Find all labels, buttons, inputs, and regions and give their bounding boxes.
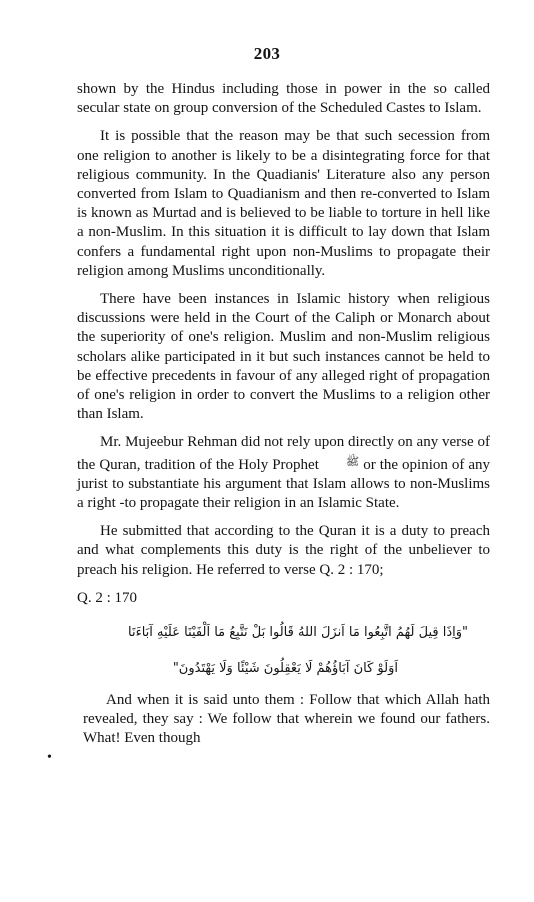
rehman-text-after: or the opinion of any jurist to substantiate his argument that Islam allows to non-Muslims a right -to propagate their religion in an Islamic State. bbox=[77, 456, 491, 512]
rehman-text-before: Mr. Mujeebur Rehman did not rely upon directly on any verse of the Quran, tradition of the Holy Prophet bbox=[77, 434, 490, 473]
bullet-mark: • bbox=[47, 749, 52, 765]
salutation-ornament-icon: ﷺ bbox=[345, 455, 360, 468]
paragraph-rehman bbox=[77, 433, 490, 513]
body-text bbox=[47, 80, 491, 765]
paragraph-continuation: shown by the Hindus including those in power in the so called secular state on group conversion of the Scheduled Castes to Islam. bbox=[77, 81, 490, 117]
paragraph-submitted: He submitted that according to the Quran it is a duty to preach and what complements this duty is the right of the unbeliever to preach his religion. He referred to verse Q. 2 : 170; bbox=[77, 523, 490, 578]
arabic-verse-line-1: "وَاِذَا قِيلَ لَهُمُ اتَّبِعُوا مَا اَنزَلَ اللهُ قَالُوا بَلْ نَتَّبِعُ مَا اَلْفَيْنَا عَلَيْهِ آبَاءَنَا bbox=[128, 624, 468, 640]
paragraph-instances: There have been instances in Islamic history when religious discussions were held in the Court of the Caliph or Monarch about the superiority of one's religion. Muslim and non-Muslim religious scholars alike participated in it but such instances cannot be held to be effective precedents in favour of any alleged right of propagation of one's religion in order to convert the Muslims to a religion other than Islam. bbox=[77, 291, 490, 423]
verse-translation-block bbox=[47, 691, 490, 765]
page-number: 203 bbox=[253, 44, 281, 63]
verse-translation: And when it is said unto them : Follow that which Allah hath revealed, they say : We follow that wherein we found our fathers. What! Even though bbox=[83, 691, 490, 747]
paragraph-possible-reason: It is possible that the reason may be that such secession from one religion to another is likely to be a disintegrating force for that religious community. In the Quadianis' Literature also any person converted from Islam to Quadianism and then re-converted to Islam is known as Murtad and is believed to be liable to torture in hell like a non-Muslim. In this situation it is difficult to lay down that Islam confers a fundamental right upon non-Muslims to propagate their religion among Muslims unconditionally. bbox=[77, 128, 490, 279]
verse-heading: Q. 2 : 170 bbox=[77, 589, 137, 606]
arabic-verse-line-2: اَوَلَوْ كَانَ آبَاؤُهُمْ لَا يَعْقِلُونَ شَيْئًا وَلَا يَهْتَدُونَ" bbox=[172, 660, 398, 676]
